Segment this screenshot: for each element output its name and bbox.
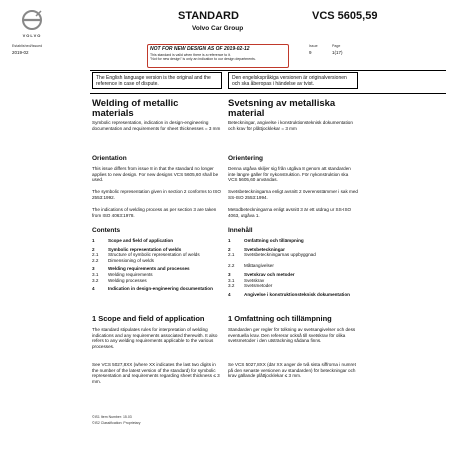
issue-value: 9: [309, 50, 312, 55]
orientation-p2-en: The symbolic representation given in section 2 conforms to ISO 2553:1992.: [92, 189, 221, 200]
established-label: Established/Issued: [12, 44, 43, 48]
subtitle-en: Symbolic representation, indication in design-engineering documentation and requirements for sheet thicknesses = 3 mm: [92, 120, 221, 131]
standard-label: STANDARD: [178, 10, 239, 22]
toc-item[interactable]: 3.2 Welding processes: [92, 277, 147, 283]
toc-item[interactable]: 4 Indication in design-engineering documentation: [92, 286, 213, 292]
toc-item[interactable]: 2 Symbolic representation of welds: [92, 246, 182, 252]
warning-main: NOT FOR NEW DESIGN AS OF 2019-02-12: [150, 46, 250, 52]
orientation-p1-sv: Denna utgåva skiljer sig från utgåva 8 genom att standarden inte längre gäller för nykonstruktion. För nykonstruktion ska VCS 5605,60 användas.: [228, 166, 351, 183]
subtitle-sv: Beteckningar, angivelse i konstruktionsteknisk dokumentation och krav för plåttjocklekar = 3 mm: [228, 120, 353, 131]
language-note-sv: Den engelskspråkiga versionen är originalversionen och ska åberopas i händelse av tvist.: [228, 72, 358, 89]
toc-item[interactable]: 1 Scope and field of application: [92, 238, 174, 243]
warning-sub-line-2: "Not for new design" is only an indication to our design departments.: [150, 57, 256, 61]
footer-classification: ©IS2 Classification: Proprietary: [92, 421, 141, 425]
toc-item[interactable]: 2.1 Svetsbeteckningarnas uppbyggnad: [228, 252, 316, 258]
toc-item[interactable]: 1 Omfattning och tillämpning: [228, 238, 304, 243]
toc-item[interactable]: 4 Angivelse i konstruktionsteknisk dokumentation: [228, 291, 350, 297]
warning-sub: [150, 53, 285, 61]
contents-list-sv: [228, 238, 358, 297]
toc-item[interactable]: 2.2 Måttangivelser: [228, 263, 274, 269]
toc-item[interactable]: 3 Welding requirements and processes: [92, 266, 190, 272]
title-sv: Svetsning av metalliska material: [228, 98, 336, 119]
section1-heading-sv: 1 Omfattning och tillämpning: [228, 314, 332, 323]
title-en: Welding of metallic materials: [92, 98, 179, 119]
contents-heading-en: Contents: [92, 227, 121, 234]
orientation-heading-sv: Orientering: [228, 155, 264, 162]
toc-item[interactable]: 3.1 Svetskrav: [228, 277, 265, 283]
toc-item[interactable]: 2.1 Structure of symbolic representation of welds: [92, 252, 200, 258]
orientation-p3-sv: Metodbeteckningarna enligt avsnitt 3 är ett utdrag ur SS-ISO 4063, utgåva 1.: [228, 207, 352, 218]
section1-p1-sv: Standarden ger regler för tolkning av svetsangivelser och dess eventuella krav. Den refererar också till svetskrav för olika svetsmetoder i den utsträckning sådana finns.: [228, 327, 356, 344]
contents-heading-sv: Innehåll: [228, 227, 253, 234]
orientation-heading-en: Orientation: [92, 155, 127, 162]
brand-wordmark: VOLVO: [22, 33, 42, 38]
orientation-p2-sv: Svetsbeteckningarna enligt avsnitt 2 överensstämmer i sak med SS-ISO 2553:1994.: [228, 189, 358, 200]
footer-item-number: ©IS1 Item Number: 15.03: [92, 415, 132, 419]
toc-item[interactable]: 2.2 Dimensioning of welds: [92, 257, 154, 263]
orientation-p3-en: The indications of welding process as per section 3 are taken from ISO 4063:1978.: [92, 207, 217, 218]
established-value: 2019-02: [12, 50, 29, 55]
section1-heading-en: 1 Scope and field of application: [92, 314, 205, 323]
section-rule: [90, 93, 446, 94]
page-value: 1(17): [332, 50, 343, 55]
warning-sub-line-1: This standard is valid when there is a reference to it.: [150, 53, 231, 57]
section1-p2-en: See VCS 5027,8XX (where XX indicates the last two digits in the number of the latest version of the standard) for symbolic representation and requirements regarding sheet thickness ≤ 3 mm.: [92, 362, 220, 384]
toc-item[interactable]: 3.1 Welding requirements: [92, 271, 153, 277]
toc-item[interactable]: 3 Svetskrav och metoder: [228, 271, 295, 277]
standard-number: VCS 5605,59: [312, 10, 378, 22]
page-label: Page: [332, 44, 341, 48]
section1-p2-sv: Se VCS 5027,8XX (där XX anger de två sista siffrorna i numret på den senaste versionen av standarden) för beteckningar och krav gällande plåttjocklekar ≤ 3 mm.: [228, 362, 356, 379]
issue-label: Issue: [309, 44, 318, 48]
section1-p1-en: The standard stipulates rules for interpretation of welding indications and any requirements associated therewith. It also refers to any welding requirements applicable to the various processes.: [92, 327, 218, 349]
header-rule: [90, 70, 446, 71]
language-note-en: The English language version is the original and the reference in case of dispute.: [92, 72, 222, 89]
toc-item[interactable]: 2 Svetsbeteckningar: [228, 246, 285, 252]
volvo-logo-icon: [20, 8, 44, 32]
orientation-p1-en: This issue differs from issue 8 in that the standard no longer applies to new design. For new designs VCS 5605,60 shall be used.: [92, 166, 219, 183]
company-name: Volvo Car Group: [192, 25, 244, 32]
toc-item[interactable]: 3.2 Svetsmetoder: [228, 283, 273, 289]
contents-list-en: [92, 238, 222, 292]
